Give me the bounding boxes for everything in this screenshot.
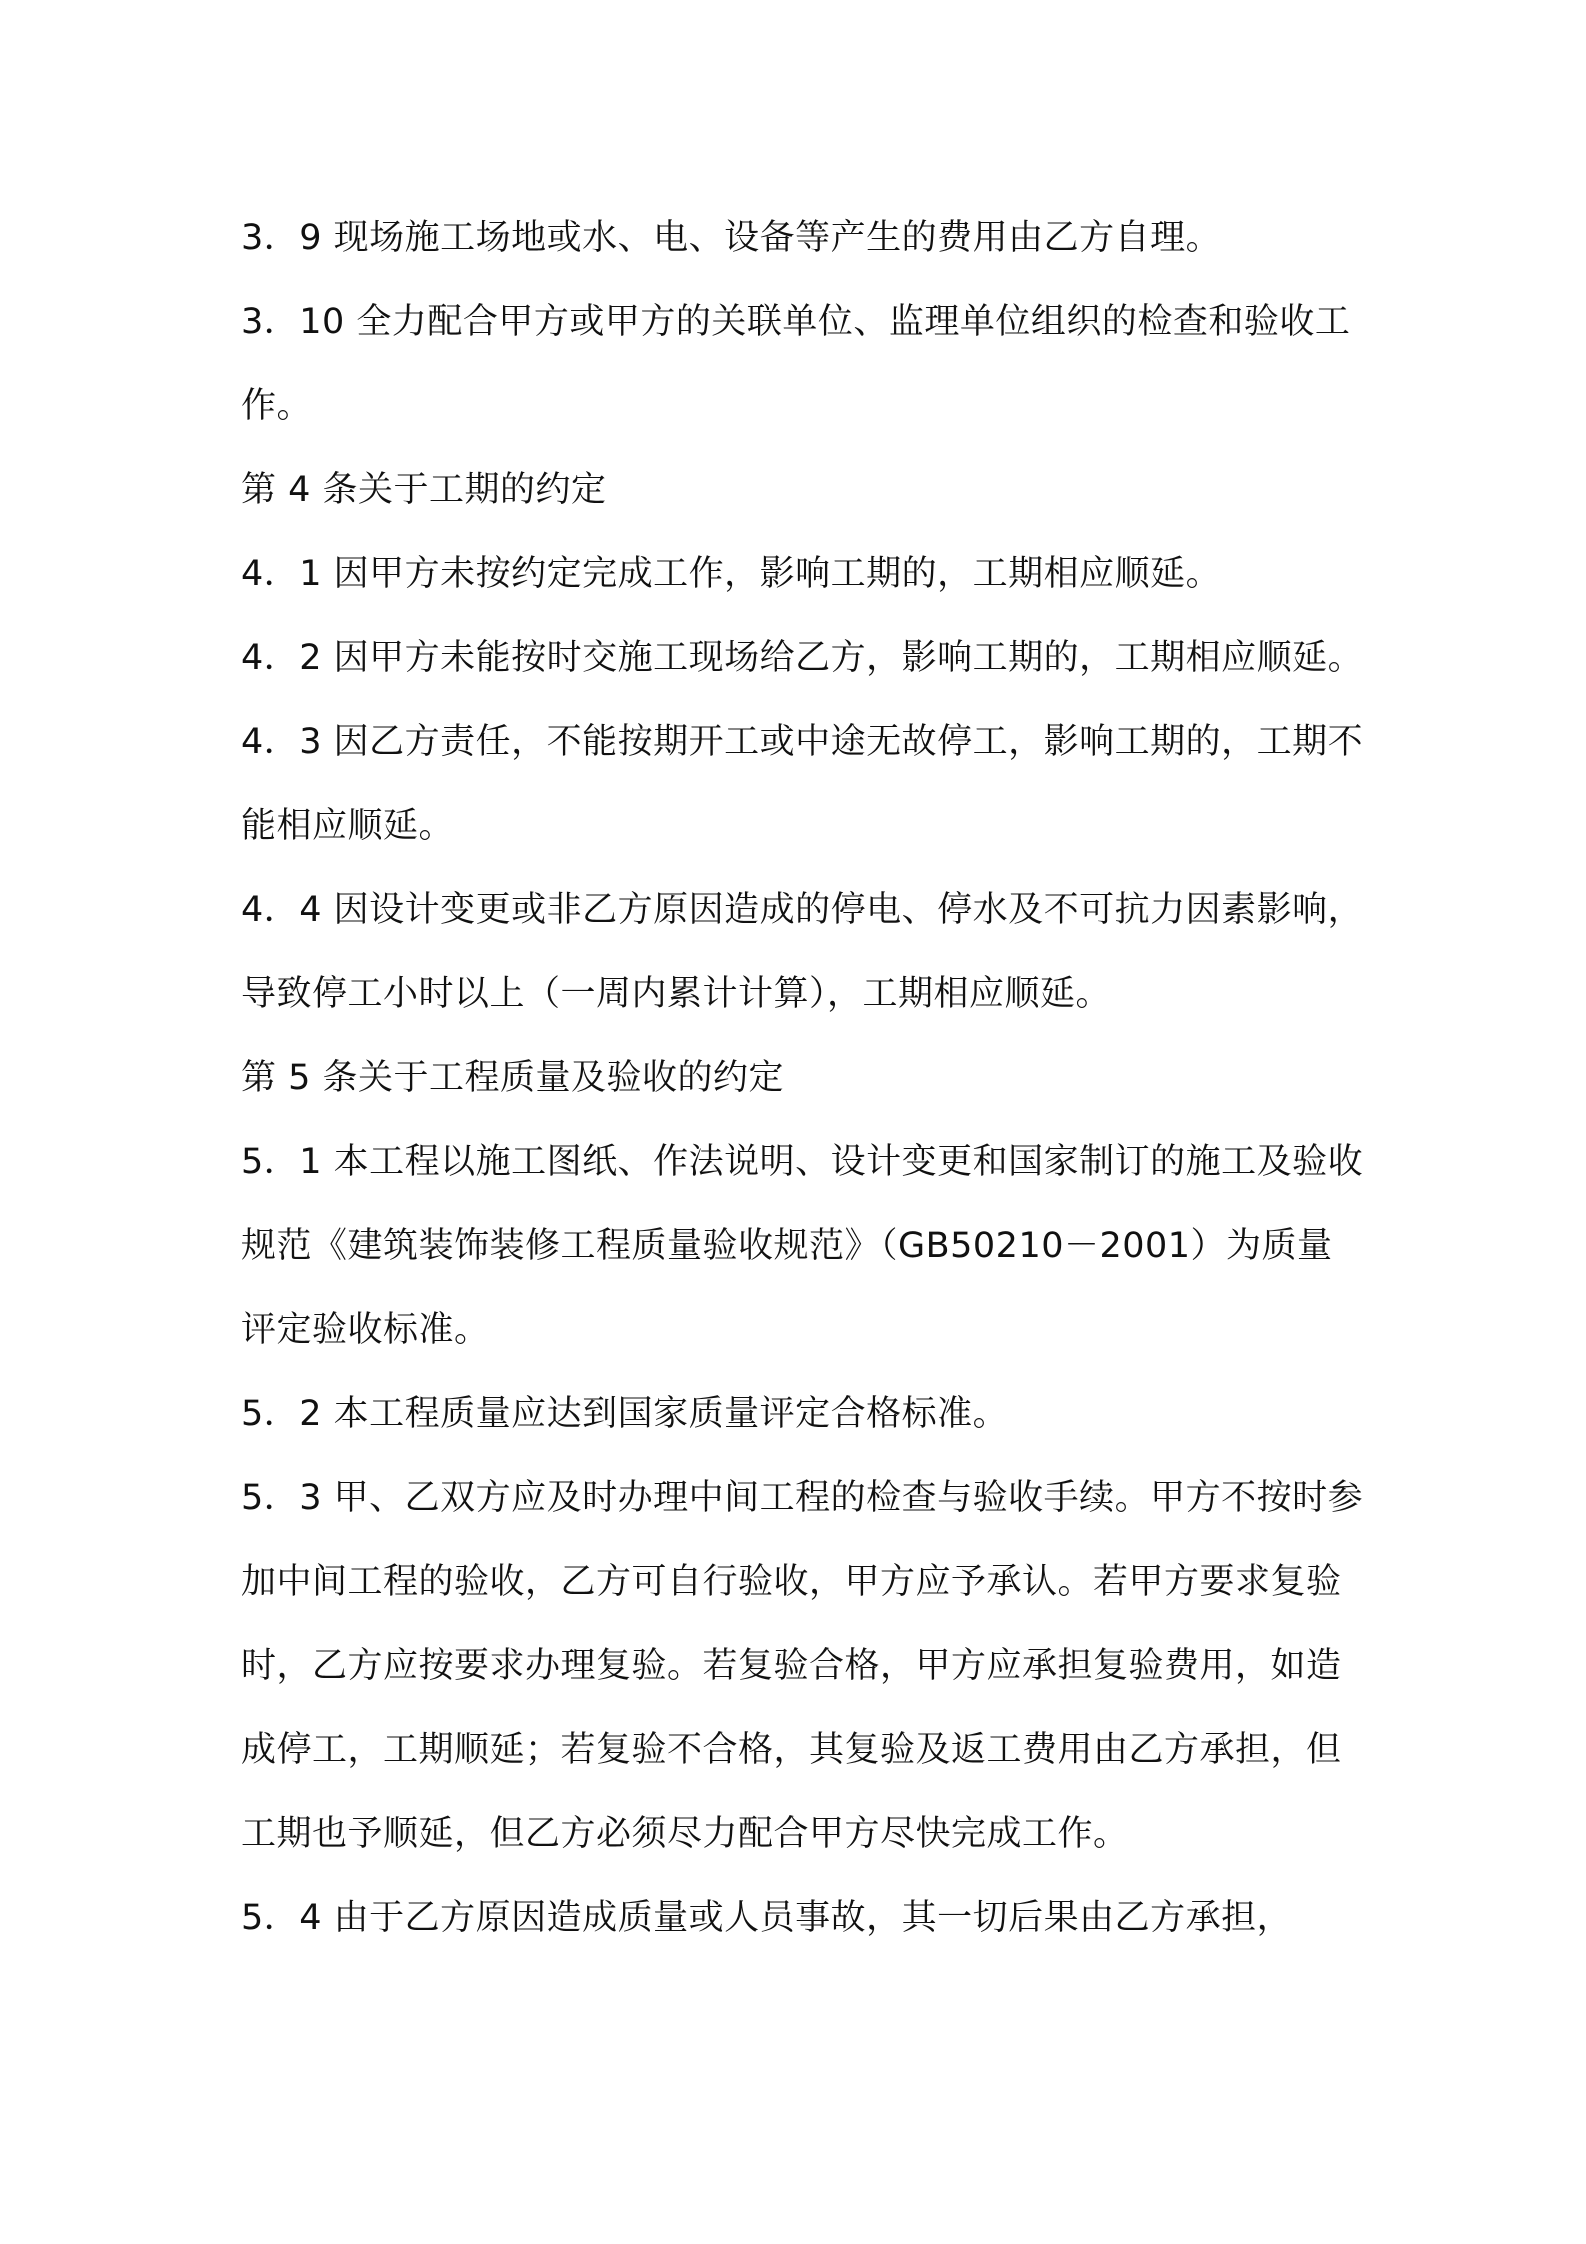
clause-5-4: 5．4 由于乙方原因造成质量或人员事故，其一切后果由乙方承担， [241,1898,1293,1938]
clause-5-1: 5．1 本工程以施工图纸、作法说明、设计变更和国家制订的施工及验收规范《建筑装饰装修工程质量验收规范》（GB50210－2001）为质量评定验收标准。 [241,1142,1364,1350]
clause-5-2: 5．2 本工程质量应达到国家质量评定合格标准。 [241,1394,1009,1434]
clause-4-4: 4．4 因设计变更或非乙方原因造成的停电、停水及不可抗力因素影响，导致停工小时以上（一周内累计计算），工期相应顺延。 [241,890,1364,1014]
clause-3-10: 3．10 全力配合甲方或甲方的关联单位、监理单位组织的检查和验收工作。 [241,302,1351,426]
clause-4-3: 4．3 因乙方责任，不能按期开工或中途无故停工，影响工期的，工期不能相应顺延。 [241,722,1364,846]
clause-4-1: 4．1 因甲方未按约定完成工作，影响工期的，工期相应顺延。 [241,554,1222,594]
article-5-heading: 第 5 条关于工程质量及验收的约定 [241,1058,785,1098]
contract-text [241,196,1366,1960]
clause-4-2: 4．2 因甲方未能按时交施工现场给乙方，影响工期的，工期相应顺延。 [241,638,1364,678]
article-4-heading: 第 4 条关于工期的约定 [241,470,607,510]
clause-3-9: 3．9 现场施工场地或水、电、设备等产生的费用由乙方自理。 [241,218,1222,258]
clause-5-3: 5．3 甲、乙双方应及时办理中间工程的检查与验收手续。甲方不按时参加中间工程的验收，乙方可自行验收，甲方应予承认。若甲方要求复验时，乙方应按要求办理复验。若复验合格，甲方应承担复验费用，如造成停工，工期顺延；若复验不合格，其复验及返工费用由乙方承担，但工期也予顺延，但乙方必须尽力配合甲方尽快完成工作。 [241,1478,1364,1854]
